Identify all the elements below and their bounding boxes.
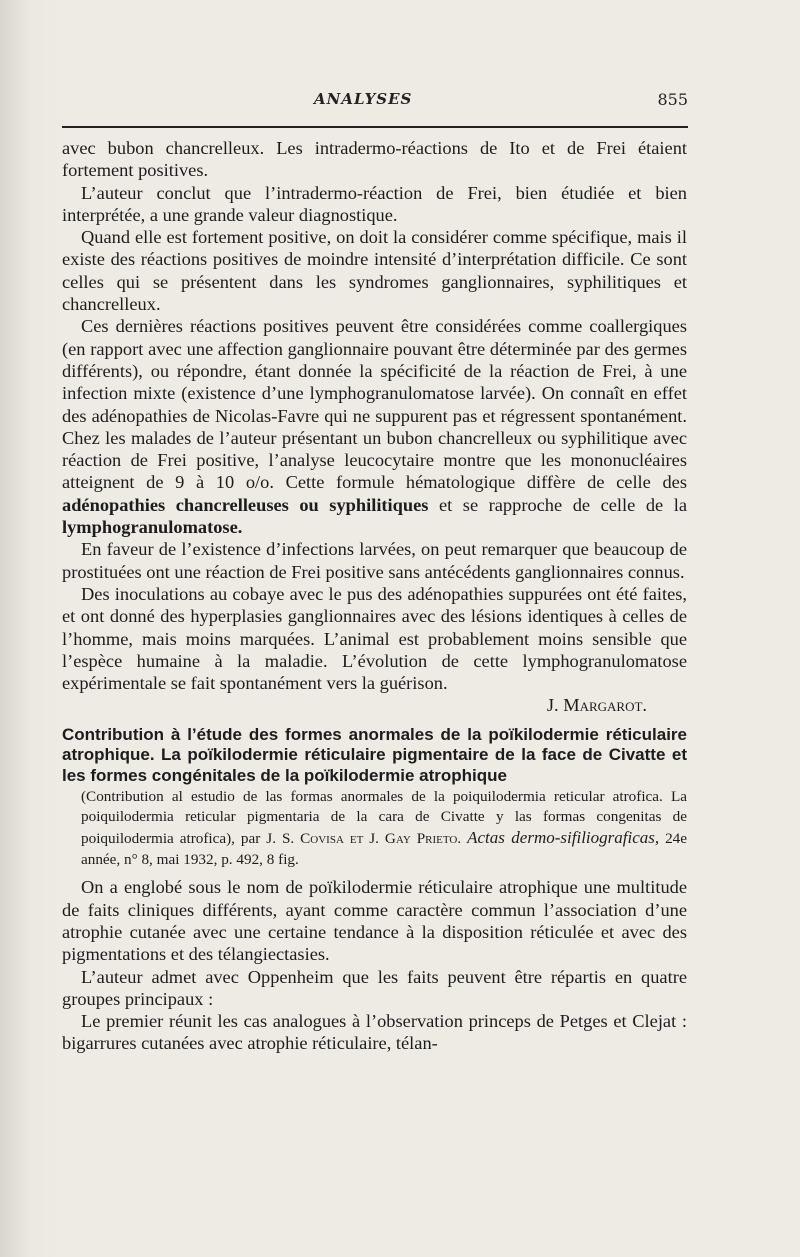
running-header [62,90,688,114]
citation-translation: (Contribution al estudio de las formas anormales de la poiquilodermia reticular atrofica. La poiquilodermia reticular pigmentaria de la cara de Civatte y las formas congenitas de poiquilodermia atrofica), par [81,787,687,847]
citation-authors: J. S. Covisa et J. Gay Prieto. [266,829,462,847]
paragraph: On a englobé sous le nom de poïkilodermie réticulaire atrophique une multitude de faits cliniques différents, ayant comme caractère commun l’association d’une atrophie cutanée avec une certaine tendance à la disposition réticulée et avec des pigmentations et des télangiectasies. [62,877,687,965]
citation-details: 24e année, n° 8, mai 1932, p. 492, 8 fig. [81,829,688,868]
bold-text: adénopathies chancrelleuses ou syphilitiques [62,494,429,515]
article-citation [62,787,687,871]
bold-text: lymphogranulomatose. [62,517,243,538]
paragraph-text: et se rapproche de celle de la [428,494,687,515]
citation-journal: Actas dermo-sifiliograficas, [467,827,660,847]
paragraph [62,315,687,538]
paragraph: Le premier réunit les cas analogues à l’observation princeps de Petges et Clejat : bigarrures cutanées avec atrophie réticulaire, télan- [62,1011,687,1054]
signature: J. Margarot. [546,695,647,716]
page-number: 855 [657,90,688,109]
paragraph: L’auteur admet avec Oppenheim que les faits peuvent être répartis en quatre groupes principaux : [62,966,687,1009]
running-title: ANALYSES [314,90,413,108]
paragraph: avec bubon chancrelleux. Les intradermo-réactions de Ito et de Frei étaient fortement positives. [62,138,687,181]
page-body [62,137,687,1055]
paragraph: L’auteur conclut que l’intradermo-réaction de Frei, bien étudiée et bien interprétée, a une grande valeur diagnostique. [62,182,687,225]
paragraph-text: Ces dernières réactions positives peuvent être considérées comme coallergiques (en rapport avec une affection ganglionnaire pouvant être déterminée par des germes différents), ou répondre, étant donnée la spécificité de la réaction de Frei, à une infection mixte (existence d’une lymphogranulomatose larvée). On connaît en effet des adénopathies de Nicolas-Favre qui ne suppurent pas et régressent spontanément. Chez les malades de l’auteur présentant un bubon chancrelleux ou syphilitique avec réaction de Frei positive, l’analyse leucocytaire montre que les mononucléaires atteignent de 9 à 10 o/o. Cette formule hématologique diffère de celle des [62,316,687,493]
header-rule [62,126,688,128]
paragraph: Des inoculations au cobaye avec le pus des adénopathies suppurées ont été faites, et ont donné des hyperplasies ganglionnaires avec des lésions identiques à celles de l’homme, mais moins marquées. L’animal est probablement moins sensible que l’espèce humaine à la maladie. L’évolution de cette lymphogranulomatose expérimentale se fait spontanément vers la guérison. [62,583,687,694]
paragraph: En faveur de l’existence d’infections larvées, on peut remarquer que beaucoup de prostituées ont une réaction de Frei positive sans antécédents ganglionnaires connus. [62,539,687,582]
paragraph: Quand elle est fortement positive, on doit la considérer comme spécifique, mais il existe des réactions positives de moindre intensité d’interprétation difficile. Ce sont celles qui se présentent dans les syndromes ganglionnaires, syphilitiques et chancrelleux. [62,227,687,315]
article-title: Contribution à l’étude des formes anormales de la poïkilodermie réticulaire atrophique. La poïkilodermie réticulaire pigmentaire de la face de Civatte et les formes congénitales de la poïkilodermie atrophique [62,724,687,785]
